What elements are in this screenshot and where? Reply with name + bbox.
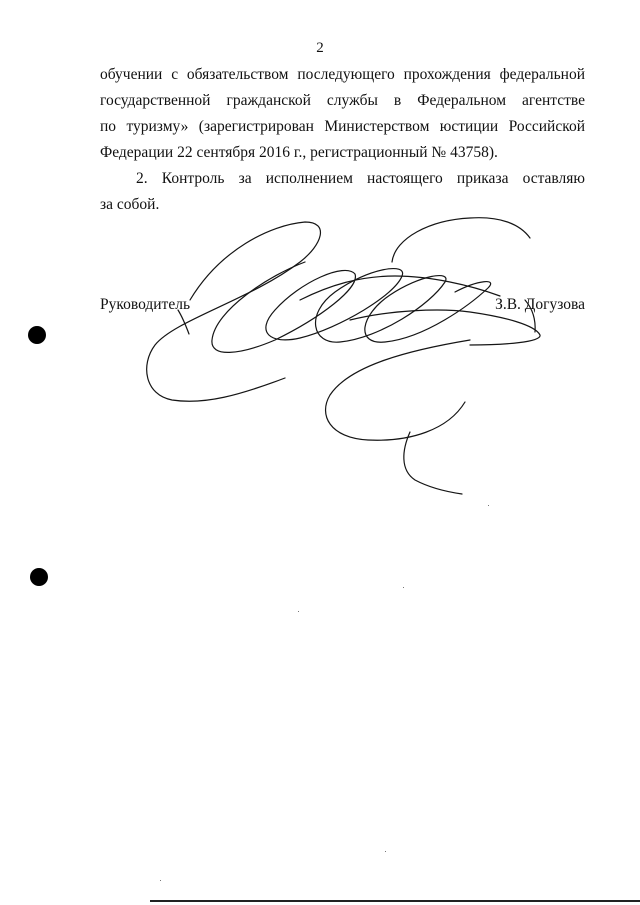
scan-speck <box>403 587 404 588</box>
signer-name: З.В. Догузова <box>495 296 585 313</box>
signer-title: Руководитель <box>100 296 191 313</box>
scan-speck <box>298 611 299 612</box>
paragraph-1-line-2: государственной гражданской службы в Федеральном агентстве <box>100 92 585 109</box>
scan-speck <box>385 851 386 852</box>
punch-hole-icon <box>30 568 48 586</box>
scan-speck <box>160 880 161 881</box>
scan-speck <box>488 505 489 506</box>
page-number: 2 <box>316 40 324 56</box>
paragraph-1 <box>100 62 585 166</box>
bottom-edge-line <box>150 900 640 902</box>
paragraph-1-line-4: Федерации 22 сентября 2016 г., регистрационный № 43758). <box>100 144 498 161</box>
paragraph-1-line-3: по туризму» (зарегистрирован Министерством юстиции Российской <box>100 118 585 135</box>
paragraph-1-line-1: обучении с обязательством последующего прохождения федеральной <box>100 66 585 83</box>
paragraph-2-line-1: 2. Контроль за исполнением настоящего приказа оставляю <box>136 170 585 187</box>
paragraph-2-line-2: за собой. <box>100 196 160 213</box>
punch-hole-icon <box>28 326 46 344</box>
paragraph-2 <box>100 166 585 218</box>
